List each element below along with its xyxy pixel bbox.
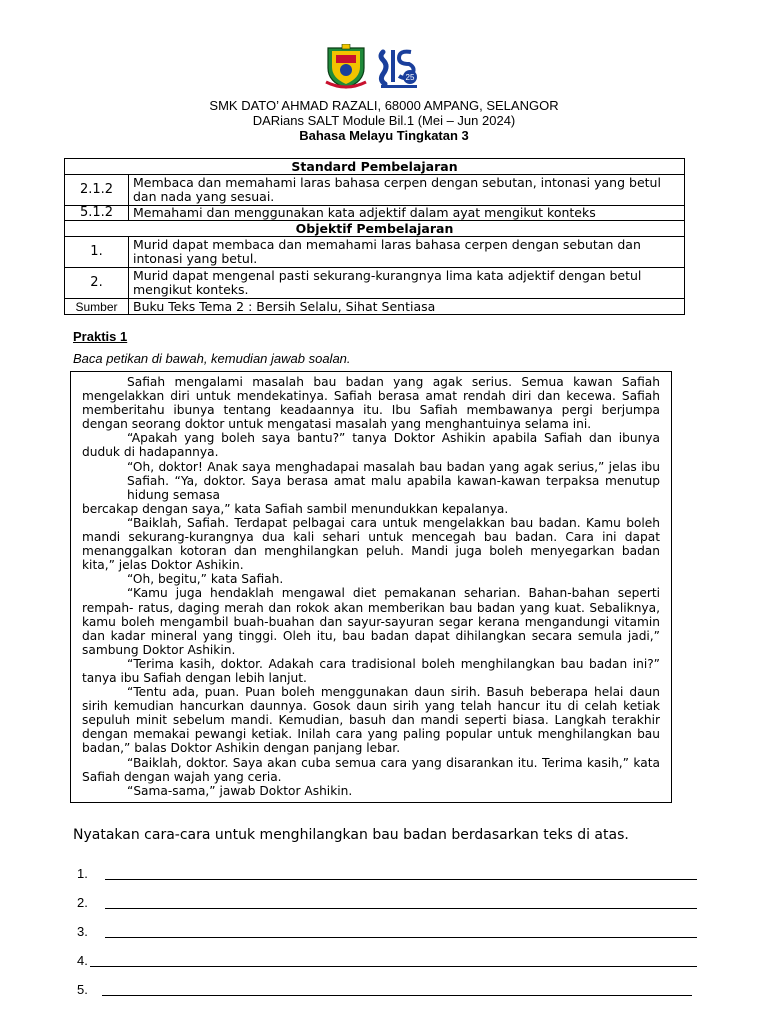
- answer-line[interactable]: [105, 937, 697, 938]
- answer-row: [77, 949, 697, 978]
- passage-paragraph: “Terima kasih, doktor. Adakah cara tradisional boleh menghilangkan bau badan ini?” tanya ibu Safiah dengan lebih lanjut.: [82, 656, 660, 685]
- module-name: DARians SALT Module Bil.1 (Mei – Jun 2024): [252, 113, 516, 128]
- objective-code: 2.: [65, 268, 129, 299]
- passage-paragraph: “Tentu ada, puan. Puan boleh menggunakan daun sirih. Basuh beberapa helai daun sirih kemudian hancurkan daunnya. Gosok daun sirih yang telah hancur itu di celah ketiak sepuluh minit sebelum mandi. Kemudian, basuh dan mandi seperti biasa. Langkah terakhir dengan memakai pewangi ketiak. Inilah cara yang paling popular untuk menghilangkan bau badan,” balas Doktor Ashikin dengan panjang lebar.: [82, 685, 660, 756]
- answer-line[interactable]: [105, 879, 697, 880]
- passage-paragraph: “Baiklah, doktor. Saya akan cuba semua cara yang disarankan itu. Terima kasih,” kata Safiah dengan wajah yang ceria.: [82, 755, 660, 784]
- subject-title: Bahasa Melayu Tingkatan 3: [299, 128, 469, 143]
- answer-lines: [77, 862, 697, 1007]
- answer-line[interactable]: [105, 908, 697, 909]
- answer-line[interactable]: [90, 966, 697, 967]
- practice-instruction: Baca petikan di bawah, kemudian jawab soalan.: [73, 351, 351, 366]
- anniversary-logo: [377, 46, 419, 90]
- passage-paragraph: “Baiklah, Safiah. Terdapat pelbagai cara untuk mengelakkan bau badan. Kamu boleh mandi sekurang-kurangnya dua kali sehari untuk mencegah bau badan. Cara ini dapat menanggalkan kotoran dan menghilangkan peluh. Mandi juga boleh menyegarkan badan kita,” jelas Doktor Ashikin.: [82, 515, 660, 573]
- passage-paragraph: “Kamu juga hendaklah mengawal diet pemakanan seharian. Bahan-bahan seperti rempah- ratus, daging merah dan rokok akan memberikan bau badan yang kuat. Sebaliknya, kamu boleh mengambil buah-buahan dan sayur-sayuran segar kerana mengandungi vitamin dan kadar mineral yang tinggi. Oleh itu, bau badan dapat dihilangkan secara semula jadi,” sambung Doktor Ashikin.: [82, 586, 660, 657]
- answer-row: [77, 862, 697, 891]
- answer-number: 4.: [77, 953, 88, 968]
- answer-number: 1.: [77, 866, 88, 881]
- document-header: [0, 98, 768, 143]
- objective-heading: Objektif Pembelajaran: [65, 221, 685, 237]
- question-text: Nyatakan cara-cara untuk menghilangkan bau badan berdasarkan teks di atas.: [73, 827, 629, 843]
- school-crest-logo: [324, 44, 368, 90]
- standard-code: 2.1.2: [65, 175, 129, 206]
- passage-paragraph: Safiah mengalami masalah bau badan yang agak serius. Semua kawan Safiah mengelakkan diri untuk mendekatinya. Safiah berasa amat rendah diri dan kecewa. Safiah memberitahu ibunya tentang keadaannya itu. Ibu Safiah membawanya pergi berjumpa dengan seorang doktor untuk mengatasi masalah yang menghantuinya selama ini.: [82, 375, 660, 432]
- passage-paragraph: “Sama-sama,” jawab Doktor Ashikin.: [127, 783, 353, 798]
- logo-row: [0, 44, 768, 94]
- standard-text: Memahami dan menggunakan kata adjektif dalam ayat mengikut konteks: [129, 206, 685, 221]
- school-name: SMK DATO’ AHMAD RAZALI, 68000 AMPANG, SELANGOR: [209, 98, 559, 113]
- answer-row: [77, 891, 697, 920]
- standard-heading: Standard Pembelajaran: [65, 159, 685, 175]
- objective-text: Murid dapat mengenal pasti sekurang-kurangnya lima kata adjektif dengan betul mengikut konteks.: [129, 268, 685, 299]
- source-label: Sumber: [65, 299, 129, 315]
- answer-line[interactable]: [102, 995, 692, 996]
- standard-text: Membaca dan memahami laras bahasa cerpen dengan sebutan, intonasi yang betul dan nada yang sesuai.: [129, 175, 685, 206]
- objective-text: Murid dapat membaca dan memahami laras bahasa cerpen dengan sebutan dan intonasi yang betul.: [129, 237, 685, 268]
- answer-number: 3.: [77, 924, 88, 939]
- answer-row: [77, 978, 697, 1007]
- answer-row: [77, 920, 697, 949]
- passage-paragraph: “Oh, doktor! Anak saya menghadapai masalah bau badan yang agak serius,” jelas ibu Safiah. “Ya, doktor. Saya berasa amat malu apabila kawan-kawan terpaksa menutup hidung semasa: [127, 459, 660, 502]
- standard-code: 5.1.2: [65, 206, 129, 221]
- logo-badge-text: 25: [405, 73, 415, 82]
- objective-code: 1.: [65, 237, 129, 268]
- answer-number: 5.: [77, 982, 88, 997]
- learning-standards-table: [64, 158, 685, 315]
- passage-paragraph: “Apakah yang boleh saya bantu?” tanya Doktor Ashikin apabila Safiah dan ibunya duduk di hadapannya.: [82, 431, 660, 460]
- passage-paragraph: bercakap dengan saya,” kata Safiah sambil menundukkan kepalanya.: [82, 501, 509, 516]
- answer-number: 2.: [77, 895, 88, 910]
- practice-title: Praktis 1: [73, 329, 128, 344]
- reading-passage: [70, 371, 672, 803]
- source-text: Buku Teks Tema 2 : Bersih Selalu, Sihat Sentiasa: [129, 299, 685, 315]
- passage-paragraph: “Oh, begitu,” kata Safiah.: [127, 572, 284, 587]
